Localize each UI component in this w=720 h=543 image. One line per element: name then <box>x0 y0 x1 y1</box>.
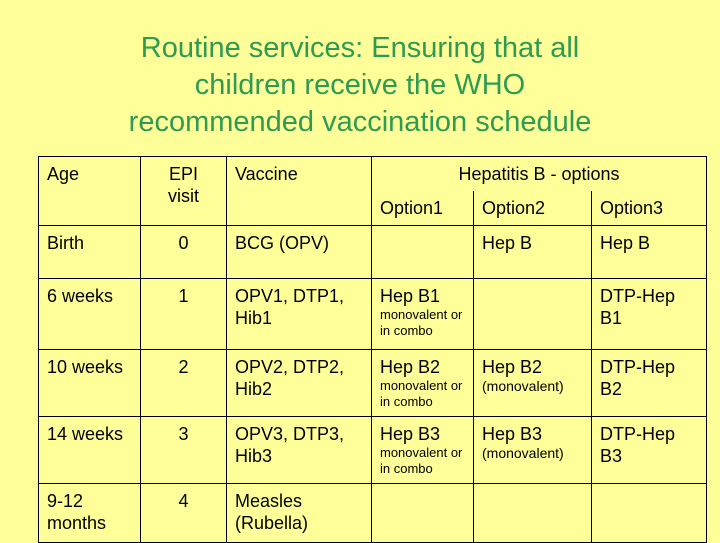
row-epi: 1 <box>141 279 227 350</box>
title-line-1: Routine services: Ensuring that all <box>140 32 580 64</box>
row-age: Birth <box>39 226 141 279</box>
row-epi: 3 <box>141 417 227 484</box>
row-vaccine: OPV3, DTP3, Hib3 <box>227 417 372 484</box>
row-epi: 2 <box>141 350 227 417</box>
row-option1 <box>372 226 474 279</box>
header-epi-visit <box>141 157 227 226</box>
row-option1-main: Hep B3 <box>380 424 441 444</box>
row-option3: DTP-Hep B2 <box>592 350 707 417</box>
row-option1 <box>372 279 474 350</box>
row-vaccine: OPV1, DTP1, Hib1 <box>227 279 372 350</box>
table-row <box>39 417 707 484</box>
row-option2-sub: (monovalent) <box>482 378 564 394</box>
header-epi-line2: visit <box>168 186 199 206</box>
row-option1-main: Hep B1 <box>380 286 441 306</box>
row-option2-main: Hep B3 <box>482 424 543 444</box>
row-option3 <box>592 484 707 543</box>
table-row <box>39 279 707 350</box>
header-hepatitis-b: Hepatitis B - options <box>372 157 707 192</box>
vaccination-schedule-table <box>38 156 707 543</box>
slide-title <box>0 30 720 141</box>
row-option2 <box>474 417 592 484</box>
row-option2 <box>474 484 592 543</box>
row-option2-sub: (monovalent) <box>482 445 564 461</box>
title-line-3: recommended vaccination schedule <box>128 106 592 138</box>
row-option1-sub: monovalent or in combo <box>380 378 463 409</box>
row-epi: 4 <box>141 484 227 543</box>
row-option2-main: Hep B2 <box>482 357 543 377</box>
row-option3: Hep B <box>592 226 707 279</box>
header-epi-line1: EPI <box>168 164 198 184</box>
row-option3: DTP-Hep B1 <box>592 279 707 350</box>
row-option2-main: Hep B <box>482 233 533 253</box>
row-epi: 0 <box>141 226 227 279</box>
row-vaccine: OPV2, DTP2, Hib2 <box>227 350 372 417</box>
row-option1 <box>372 350 474 417</box>
row-age: 14 weeks <box>39 417 141 484</box>
row-option1-sub: monovalent or in combo <box>380 445 463 476</box>
header-row <box>39 157 707 192</box>
row-option2 <box>474 350 592 417</box>
header-vaccine: Vaccine <box>227 157 372 226</box>
row-age: 6 weeks <box>39 279 141 350</box>
header-option3: Option3 <box>592 191 707 226</box>
row-vaccine: BCG (OPV) <box>227 226 372 279</box>
row-option2 <box>474 226 592 279</box>
header-age: Age <box>39 157 141 226</box>
row-option1 <box>372 484 474 543</box>
table-row <box>39 484 707 543</box>
header-option2: Option2 <box>474 191 592 226</box>
row-age: 10 weeks <box>39 350 141 417</box>
row-option2 <box>474 279 592 350</box>
table-row <box>39 226 707 279</box>
row-option1 <box>372 417 474 484</box>
row-option1-main: Hep B2 <box>380 357 441 377</box>
header-option1: Option1 <box>372 191 474 226</box>
row-option3: DTP-Hep B3 <box>592 417 707 484</box>
row-option1-sub: monovalent or in combo <box>380 307 463 338</box>
title-line-2: children receive the WHO <box>194 69 526 101</box>
row-age: 9-12 months <box>39 484 141 543</box>
table-row <box>39 350 707 417</box>
row-vaccine: Measles (Rubella) <box>227 484 372 543</box>
